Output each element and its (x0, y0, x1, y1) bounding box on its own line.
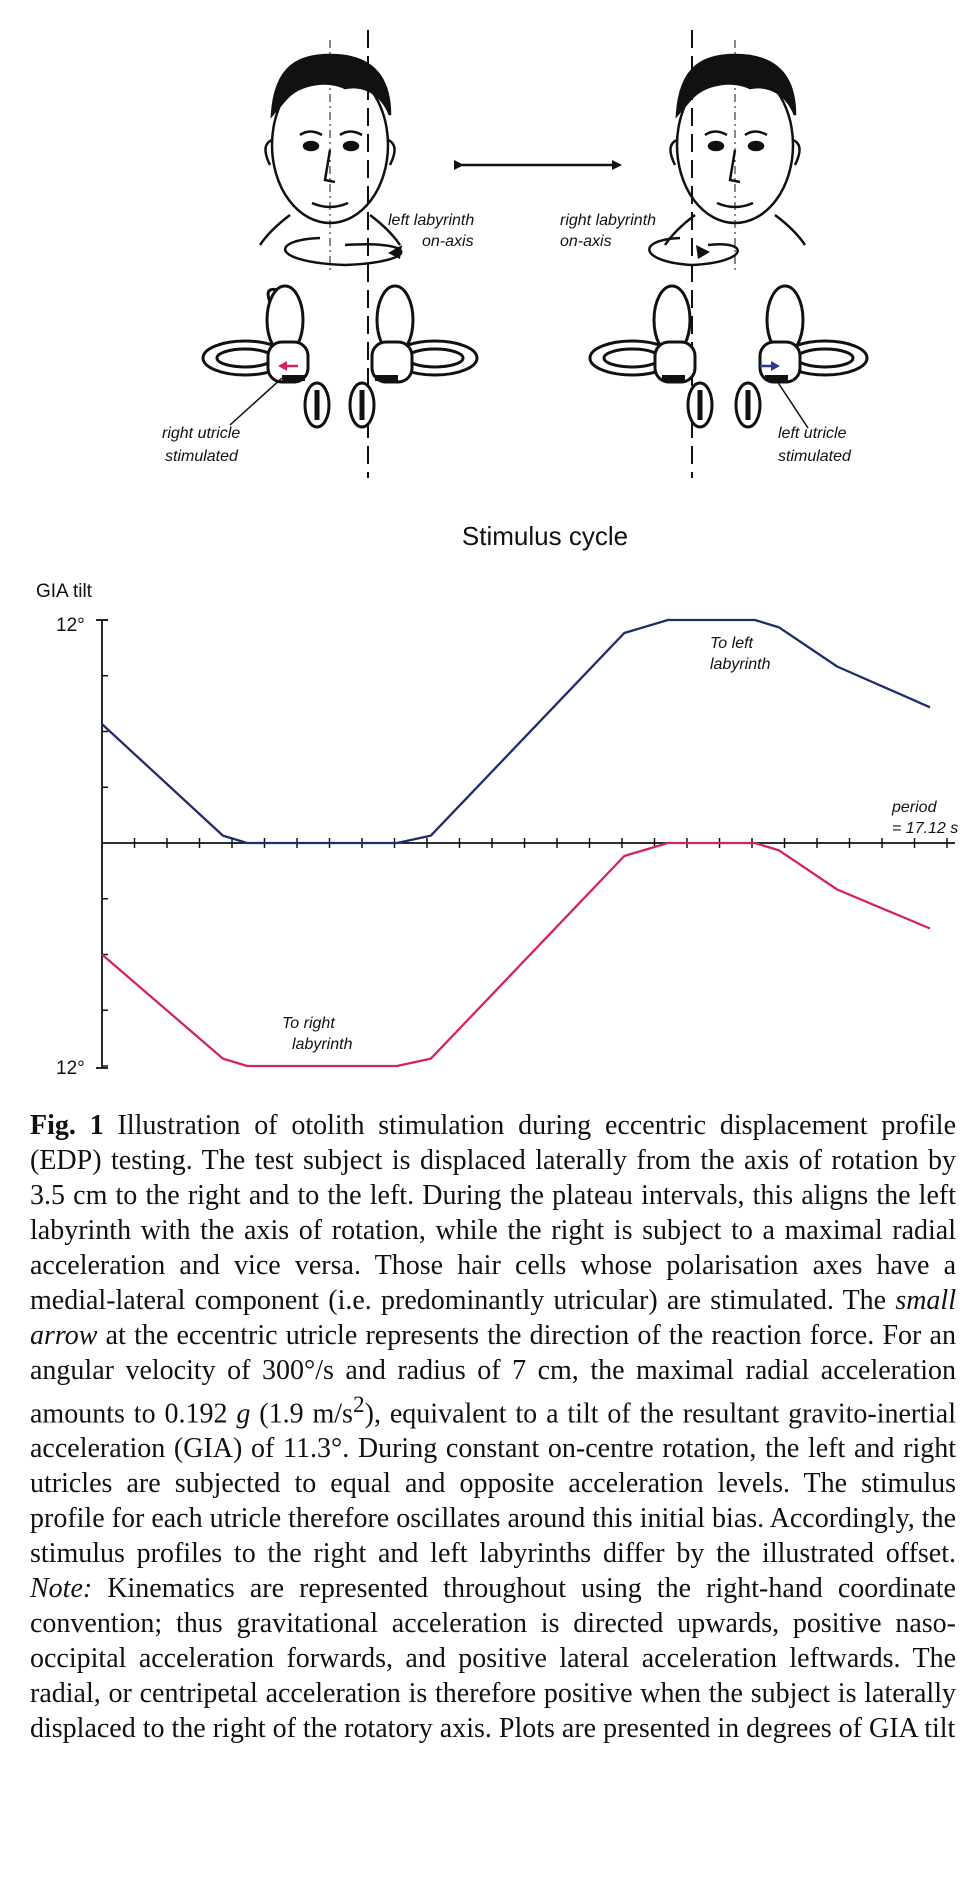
right-axis-label-1: right labyrinth (560, 212, 657, 229)
series-label-left-2: labyrinth (710, 656, 771, 673)
right-inner-ear-pair (590, 286, 867, 427)
right-rotation-arrow-icon (649, 238, 737, 265)
series-label-right-2: labyrinth (292, 1036, 353, 1053)
y-tick-top: 12° (56, 615, 85, 636)
period-label-1: period (892, 799, 937, 816)
left-rotation-arrow-icon (285, 238, 401, 265)
caption-text-3: (1.9 m/s (250, 1398, 353, 1430)
left-axis-label-1: left labyrinth (388, 212, 475, 229)
series-line-right-labyrinth (102, 843, 930, 1066)
caption-text-4: ), equivalent to a tilt of the resultant gravito-inertial acceleration (GIA) of 11.3°. During constant on-centre rotation, the left and right utricles are subjected to equal and opposite acceleration levels. The stimulus profile for each utricle therefore oscillates around this initial bias. Accordingly, the stimulus profiles to the right and left labyrinths differ by the illustrated offset. (30, 1398, 956, 1570)
right-utricle-label-1: left utricle (778, 425, 847, 442)
series-label-left-1: To left (710, 635, 753, 652)
left-utricle-label-1: right utricle (162, 425, 241, 442)
series-line-left-labyrinth (102, 620, 930, 843)
caption-text-5: Kinematics are represented throughout using the right-hand coordinate convention; thus gravitational acceleration is directed upwards, positive naso-occipital acceleration forwards, and positive lateral acceleration leftwards. The radial, or centripetal acceleration is therefore positive when the subject is laterally displaced to the right of the rotatory axis. Plots are presented in degrees of GIA tilt (30, 1573, 956, 1745)
figure-number: Fig. 1 (30, 1110, 104, 1141)
caption-text-1: Illustration of otolith stimulation during eccentric displacement profile (EDP) testing. The test subject is displaced laterally from the axis of rotation by 3.5 cm to the right and to the left. During the plateau intervals, this aligns the left labyrinth with the axis of rotation, while the right is subject to a maximal radial acceleration and vice versa. Those hair cells whose polarisation axes have a medial-lateral component (i.e. predominantly utricular) are stimulated. The (30, 1110, 956, 1316)
chart-title: Stimulus cycle (461, 521, 629, 551)
caption-emphasis-2: g (236, 1398, 251, 1430)
caption-emphasis-1: small arrow (30, 1285, 956, 1351)
caption-text-2: at the eccentric utricle represents the direction of the reaction force. For an angular velocity of 300°/s and radius of 7 cm, the maximal radial acceleration amounts to 0.192 (30, 1320, 956, 1430)
caption-emphasis-3: Note: (30, 1573, 93, 1605)
left-axis-label-2: on-axis (422, 233, 474, 250)
left-utricle-label-2: stimulated (165, 448, 238, 465)
left-inner-ear-pair (203, 286, 477, 427)
right-axis-label-2: on-axis (560, 233, 612, 250)
caption-superscript: 2 (352, 1392, 365, 1418)
y-tick-bottom: 12° (56, 1058, 85, 1079)
series-label-right-1: To right (282, 1015, 335, 1032)
y-axis-label: GIA tilt (36, 581, 92, 602)
figure-caption (30, 1108, 956, 1746)
period-label-2: = 17.12 s (892, 820, 959, 837)
right-utricle-label-2: stimulated (778, 448, 851, 465)
